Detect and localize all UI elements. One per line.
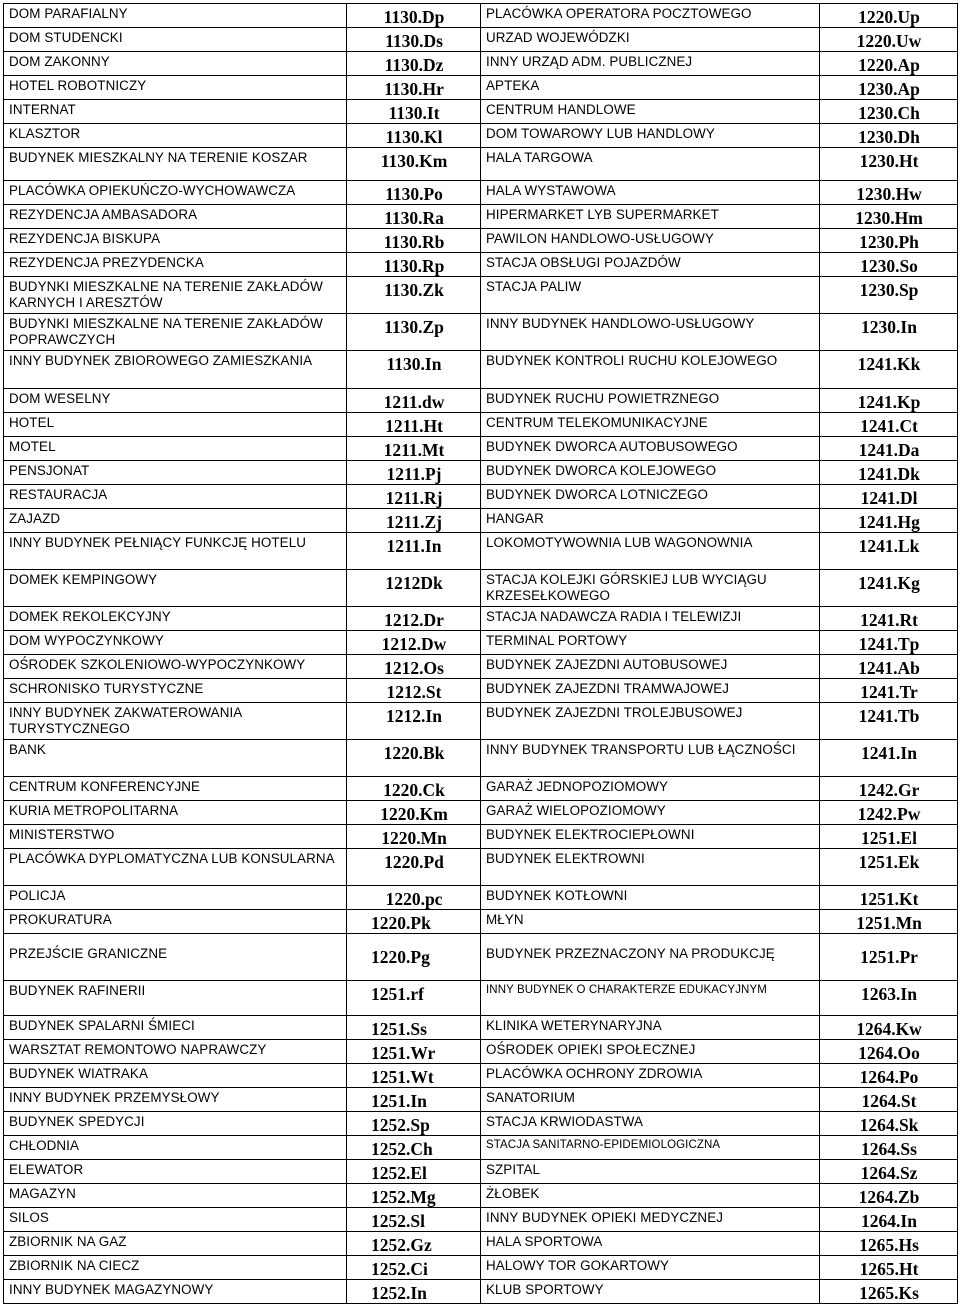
right-code-cell: 1264.Oo bbox=[820, 1040, 958, 1064]
table-row bbox=[4, 825, 958, 849]
table-row bbox=[4, 533, 958, 570]
left-code-cell: 1252.Sp bbox=[347, 1112, 481, 1136]
left-code-cell: 1212Dk bbox=[347, 570, 481, 607]
right-name-cell: BUDYNEK ZAJEZDNI AUTOBUSOWEJ bbox=[481, 655, 820, 679]
right-code-cell: 1265.Ht bbox=[820, 1256, 958, 1280]
left-name-cell: BUDYNKI MIESZKALNE NA TERENIE ZAKŁADÓW POPRAWCZYCH bbox=[4, 314, 347, 351]
left-code-cell: 1130.Dz bbox=[347, 52, 481, 76]
left-code-cell: 1130.Rb bbox=[347, 229, 481, 253]
right-name-cell: BUDYNEK PRZEZNACZONY NA PRODUKCJĘ bbox=[481, 934, 820, 981]
right-name-cell: SANATORIUM bbox=[481, 1088, 820, 1112]
left-name-cell: MOTEL bbox=[4, 437, 347, 461]
left-name-cell: CENTRUM KONFERENCYJNE bbox=[4, 777, 347, 801]
right-name-cell: BUDYNEK ZAJEZDNI TRAMWAJOWEJ bbox=[481, 679, 820, 703]
left-code-cell: 1252.In bbox=[347, 1280, 481, 1304]
right-code-cell: 1264.Sk bbox=[820, 1112, 958, 1136]
right-name-cell: STACJA OBSŁUGI POJAZDÓW bbox=[481, 253, 820, 277]
left-name-cell: REZYDENCJA BISKUPA bbox=[4, 229, 347, 253]
right-code-cell: 1251.Pr bbox=[820, 934, 958, 981]
right-code-cell: 1264.Kw bbox=[820, 1016, 958, 1040]
right-name-cell: INNY URZĄD ADM. PUBLICZNEJ bbox=[481, 52, 820, 76]
right-code-cell: 1264.Sz bbox=[820, 1160, 958, 1184]
left-code-cell: 1211.Zj bbox=[347, 509, 481, 533]
left-name-cell: BUDYNEK SPEDYCJI bbox=[4, 1112, 347, 1136]
left-code-cell: 1211.Pj bbox=[347, 461, 481, 485]
right-code-cell: 1220.Up bbox=[820, 4, 958, 28]
right-code-cell: 1241.Dk bbox=[820, 461, 958, 485]
left-name-cell: OŚRODEK SZKOLENIOWO-WYPOCZYNKOWY bbox=[4, 655, 347, 679]
right-code-cell: 1264.In bbox=[820, 1208, 958, 1232]
table-row bbox=[4, 1280, 958, 1304]
left-code-cell: 1252.Ci bbox=[347, 1256, 481, 1280]
right-code-cell: 1230.Ph bbox=[820, 229, 958, 253]
right-name-cell: BUDYNEK DWORCA LOTNICZEGO bbox=[481, 485, 820, 509]
left-name-cell: BUDYNEK SPALARNI ŚMIECI bbox=[4, 1016, 347, 1040]
table-row bbox=[4, 413, 958, 437]
table-row bbox=[4, 181, 958, 205]
table-row bbox=[4, 461, 958, 485]
right-name-cell: BUDYNEK ELEKTROWNI bbox=[481, 849, 820, 886]
left-code-cell: 1130.Ds bbox=[347, 28, 481, 52]
table-row bbox=[4, 52, 958, 76]
left-name-cell: PLACÓWKA OPIEKUŃCZO-WYCHOWAWCZA bbox=[4, 181, 347, 205]
right-code-cell: 1241.Hg bbox=[820, 509, 958, 533]
left-name-cell: INTERNAT bbox=[4, 100, 347, 124]
left-code-cell: 1130.Ra bbox=[347, 205, 481, 229]
left-name-cell: RESTAURACJA bbox=[4, 485, 347, 509]
left-name-cell: HOTEL bbox=[4, 413, 347, 437]
right-name-cell: INNY BUDYNEK O CHARAKTERZE EDUKACYJNYM bbox=[481, 981, 820, 1016]
left-name-cell: KURIA METROPOLITARNA bbox=[4, 801, 347, 825]
table-row bbox=[4, 277, 958, 314]
right-code-cell: 1241.Tb bbox=[820, 703, 958, 740]
right-name-cell: GARAŻ JEDNOPOZIOMOWY bbox=[481, 777, 820, 801]
right-name-cell: MŁYN bbox=[481, 910, 820, 934]
table-row bbox=[4, 740, 958, 777]
left-name-cell: SCHRONISKO TURYSTYCZNE bbox=[4, 679, 347, 703]
right-code-cell: 1264.Zb bbox=[820, 1184, 958, 1208]
table-row bbox=[4, 801, 958, 825]
left-code-cell: 1130.Dp bbox=[347, 4, 481, 28]
right-code-cell: 1263.In bbox=[820, 981, 958, 1016]
left-code-cell: 1220.Ck bbox=[347, 777, 481, 801]
right-name-cell: BUDYNEK KOTŁOWNI bbox=[481, 886, 820, 910]
right-name-cell: DOM TOWAROWY LUB HANDLOWY bbox=[481, 124, 820, 148]
right-name-cell: BUDYNEK DWORCA KOLEJOWEGO bbox=[481, 461, 820, 485]
table-row bbox=[4, 1136, 958, 1160]
left-code-cell: 1130.It bbox=[347, 100, 481, 124]
left-code-cell: 1251.Wt bbox=[347, 1064, 481, 1088]
right-name-cell: BUDYNEK RUCHU POWIETRZNEGO bbox=[481, 389, 820, 413]
right-name-cell: LOKOMOTYWOWNIA LUB WAGONOWNIA bbox=[481, 533, 820, 570]
left-name-cell: POLICJA bbox=[4, 886, 347, 910]
table-row bbox=[4, 703, 958, 740]
right-name-cell: APTEKA bbox=[481, 76, 820, 100]
left-code-cell: 1130.Kl bbox=[347, 124, 481, 148]
right-name-cell: PAWILON HANDLOWO-USŁUGOWY bbox=[481, 229, 820, 253]
right-name-cell: STACJA NADAWCZA RADIA I TELEWIZJI bbox=[481, 607, 820, 631]
right-code-cell: 1264.Po bbox=[820, 1064, 958, 1088]
right-code-cell: 1251.Ek bbox=[820, 849, 958, 886]
left-name-cell: DOM STUDENCKI bbox=[4, 28, 347, 52]
left-code-cell: 1252.Ch bbox=[347, 1136, 481, 1160]
right-code-cell: 1230.Dh bbox=[820, 124, 958, 148]
left-code-cell: 1212.Dw bbox=[347, 631, 481, 655]
left-code-cell: 1220.Mn bbox=[347, 825, 481, 849]
right-name-cell: KLUB SPORTOWY bbox=[481, 1280, 820, 1304]
left-name-cell: SILOS bbox=[4, 1208, 347, 1232]
left-name-cell: BUDYNEK WIATRAKA bbox=[4, 1064, 347, 1088]
table-row bbox=[4, 849, 958, 886]
right-code-cell: 1251.Mn bbox=[820, 910, 958, 934]
table-row bbox=[4, 4, 958, 28]
table-row bbox=[4, 100, 958, 124]
left-code-cell: 1211.Ht bbox=[347, 413, 481, 437]
left-code-cell: 1211.In bbox=[347, 533, 481, 570]
left-name-cell: INNY BUDYNEK MAGAZYNOWY bbox=[4, 1280, 347, 1304]
left-name-cell: DOM PARAFIALNY bbox=[4, 4, 347, 28]
table-row bbox=[4, 314, 958, 351]
left-code-cell: 1212.Os bbox=[347, 655, 481, 679]
left-code-cell: 1130.Zk bbox=[347, 277, 481, 314]
left-code-cell: 1211.Rj bbox=[347, 485, 481, 509]
left-code-cell: 1220.Km bbox=[347, 801, 481, 825]
left-name-cell: WARSZTAT REMONTOWO NAPRAWCZY bbox=[4, 1040, 347, 1064]
left-code-cell: 1212.Dr bbox=[347, 607, 481, 631]
right-code-cell: 1241.In bbox=[820, 740, 958, 777]
table-row bbox=[4, 679, 958, 703]
left-name-cell: PENSJONAT bbox=[4, 461, 347, 485]
left-code-cell: 1251.Ss bbox=[347, 1016, 481, 1040]
right-name-cell: HALA SPORTOWA bbox=[481, 1232, 820, 1256]
table-row bbox=[4, 1016, 958, 1040]
right-code-cell: 1220.Uw bbox=[820, 28, 958, 52]
table-row bbox=[4, 981, 958, 1016]
left-code-cell: 1220.Pg bbox=[347, 934, 481, 981]
table-row bbox=[4, 76, 958, 100]
right-code-cell: 1230.In bbox=[820, 314, 958, 351]
right-name-cell: INNY BUDYNEK TRANSPORTU LUB ŁĄCZNOŚCI bbox=[481, 740, 820, 777]
table-row bbox=[4, 389, 958, 413]
right-name-cell: HALOWY TOR GOKARTOWY bbox=[481, 1256, 820, 1280]
table-row bbox=[4, 1160, 958, 1184]
right-name-cell: INNY BUDYNEK HANDLOWO-USŁUGOWY bbox=[481, 314, 820, 351]
table-row bbox=[4, 509, 958, 533]
table-body bbox=[4, 4, 958, 1304]
right-name-cell: OŚRODEK OPIEKI SPOŁECZNEJ bbox=[481, 1040, 820, 1064]
right-code-cell: 1242.Gr bbox=[820, 777, 958, 801]
table-row bbox=[4, 607, 958, 631]
left-name-cell: ZAJAZD bbox=[4, 509, 347, 533]
left-name-cell: ZBIORNIK NA CIECZ bbox=[4, 1256, 347, 1280]
left-name-cell: PROKURATURA bbox=[4, 910, 347, 934]
left-name-cell: MAGAZYN bbox=[4, 1184, 347, 1208]
left-name-cell: BUDYNEK RAFINERII bbox=[4, 981, 347, 1016]
right-code-cell: 1241.Kg bbox=[820, 570, 958, 607]
left-code-cell: 1130.Km bbox=[347, 148, 481, 181]
right-name-cell: CENTRUM TELEKOMUNIKACYJNE bbox=[481, 413, 820, 437]
right-code-cell: 1220.Ap bbox=[820, 52, 958, 76]
table-row bbox=[4, 934, 958, 981]
left-name-cell: PRZEJŚCIE GRANICZNE bbox=[4, 934, 347, 981]
left-name-cell: INNY BUDYNEK PEŁNIĄCY FUNKCJĘ HOTELU bbox=[4, 533, 347, 570]
left-code-cell: 1220.Bk bbox=[347, 740, 481, 777]
right-name-cell: PLACÓWKA OPERATORA POCZTOWEGO bbox=[481, 4, 820, 28]
right-code-cell: 1230.Ap bbox=[820, 76, 958, 100]
left-name-cell: BUDYNKI MIESZKALNE NA TERENIE ZAKŁADÓW KARNYCH I ARESZTÓW bbox=[4, 277, 347, 314]
left-code-cell: 1252.Sl bbox=[347, 1208, 481, 1232]
right-code-cell: 1241.Tp bbox=[820, 631, 958, 655]
right-code-cell: 1264.St bbox=[820, 1088, 958, 1112]
left-name-cell: INNY BUDYNEK ZBIOROWEGO ZAMIESZKANIA bbox=[4, 351, 347, 389]
table-row bbox=[4, 148, 958, 181]
table-row bbox=[4, 485, 958, 509]
left-code-cell: 1211.Mt bbox=[347, 437, 481, 461]
table-row bbox=[4, 1088, 958, 1112]
right-code-cell: 1230.Sp bbox=[820, 277, 958, 314]
table-row bbox=[4, 351, 958, 389]
right-name-cell: SZPITAL bbox=[481, 1160, 820, 1184]
building-classification-table bbox=[3, 3, 958, 1304]
left-code-cell: 1220.Pk bbox=[347, 910, 481, 934]
right-code-cell: 1241.Tr bbox=[820, 679, 958, 703]
left-name-cell: DOM WYPOCZYNKOWY bbox=[4, 631, 347, 655]
left-code-cell: 1252.Mg bbox=[347, 1184, 481, 1208]
table-row bbox=[4, 1112, 958, 1136]
right-code-cell: 1264.Ss bbox=[820, 1136, 958, 1160]
left-code-cell: 1212.In bbox=[347, 703, 481, 740]
left-code-cell: 1130.Zp bbox=[347, 314, 481, 351]
left-code-cell: 1130.Hr bbox=[347, 76, 481, 100]
right-code-cell: 1241.Lk bbox=[820, 533, 958, 570]
table-row bbox=[4, 437, 958, 461]
right-name-cell: HANGAR bbox=[481, 509, 820, 533]
table-row bbox=[4, 1064, 958, 1088]
right-code-cell: 1265.Hs bbox=[820, 1232, 958, 1256]
left-name-cell: DOMEK REKOLEKCYJNY bbox=[4, 607, 347, 631]
right-name-cell: BUDYNEK ELEKTROCIEPŁOWNI bbox=[481, 825, 820, 849]
table-row bbox=[4, 1232, 958, 1256]
left-name-cell: CHŁODNIA bbox=[4, 1136, 347, 1160]
table-row bbox=[4, 886, 958, 910]
left-name-cell: PLACÓWKA DYPLOMATYCZNA LUB KONSULARNA bbox=[4, 849, 347, 886]
table-row bbox=[4, 229, 958, 253]
right-code-cell: 1230.So bbox=[820, 253, 958, 277]
left-name-cell: ELEWATOR bbox=[4, 1160, 347, 1184]
right-code-cell: 1251.Kt bbox=[820, 886, 958, 910]
table-row bbox=[4, 1184, 958, 1208]
right-name-cell: HALA TARGOWA bbox=[481, 148, 820, 181]
left-name-cell: HOTEL ROBOTNICZY bbox=[4, 76, 347, 100]
right-code-cell: 1230.Hm bbox=[820, 205, 958, 229]
right-code-cell: 1241.Dl bbox=[820, 485, 958, 509]
table-row bbox=[4, 205, 958, 229]
left-name-cell: REZYDENCJA PREZYDENCKA bbox=[4, 253, 347, 277]
table-row bbox=[4, 1208, 958, 1232]
right-code-cell: 1241.Da bbox=[820, 437, 958, 461]
right-name-cell: INNY BUDYNEK OPIEKI MEDYCZNEJ bbox=[481, 1208, 820, 1232]
right-name-cell: STACJA PALIW bbox=[481, 277, 820, 314]
table-row bbox=[4, 1256, 958, 1280]
right-name-cell: URZAD WOJEWÓDZKI bbox=[481, 28, 820, 52]
left-name-cell: BANK bbox=[4, 740, 347, 777]
left-name-cell: ZBIORNIK NA GAZ bbox=[4, 1232, 347, 1256]
right-code-cell: 1241.Kk bbox=[820, 351, 958, 389]
table-row bbox=[4, 1040, 958, 1064]
left-code-cell: 1220.Pd bbox=[347, 849, 481, 886]
left-name-cell: DOMEK KEMPINGOWY bbox=[4, 570, 347, 607]
table-row bbox=[4, 631, 958, 655]
left-name-cell: KLASZTOR bbox=[4, 124, 347, 148]
right-name-cell: CENTRUM HANDLOWE bbox=[481, 100, 820, 124]
left-code-cell: 1251.Wr bbox=[347, 1040, 481, 1064]
right-code-cell: 1241.Rt bbox=[820, 607, 958, 631]
right-code-cell: 1230.Hw bbox=[820, 181, 958, 205]
right-code-cell: 1230.Ht bbox=[820, 148, 958, 181]
left-code-cell: 1130.In bbox=[347, 351, 481, 389]
left-name-cell: REZYDENCJA AMBASADORA bbox=[4, 205, 347, 229]
left-code-cell: 1251.rf bbox=[347, 981, 481, 1016]
right-name-cell: HALA WYSTAWOWA bbox=[481, 181, 820, 205]
right-name-cell: ŻŁOBEK bbox=[481, 1184, 820, 1208]
left-name-cell: DOM ZAKONNY bbox=[4, 52, 347, 76]
left-name-cell: INNY BUDYNEK ZAKWATEROWANIA TURYSTYCZNEGO bbox=[4, 703, 347, 740]
left-name-cell: MINISTERSTWO bbox=[4, 825, 347, 849]
left-code-cell: 1211.dw bbox=[347, 389, 481, 413]
right-name-cell: BUDYNEK DWORCA AUTOBUSOWEGO bbox=[481, 437, 820, 461]
table-row bbox=[4, 28, 958, 52]
left-name-cell: DOM WESELNY bbox=[4, 389, 347, 413]
left-code-cell: 1212.St bbox=[347, 679, 481, 703]
right-code-cell: 1230.Ch bbox=[820, 100, 958, 124]
table-row bbox=[4, 655, 958, 679]
right-name-cell: BUDYNEK ZAJEZDNI TROLEJBUSOWEJ bbox=[481, 703, 820, 740]
right-name-cell: KLINIKA WETERYNARYJNA bbox=[481, 1016, 820, 1040]
right-name-cell: TERMINAL PORTOWY bbox=[481, 631, 820, 655]
right-name-cell: STACJA KOLEJKI GÓRSKIEJ LUB WYCIĄGU KRZESEŁKOWEGO bbox=[481, 570, 820, 607]
table-row bbox=[4, 777, 958, 801]
right-name-cell: STACJA KRWIODASTWA bbox=[481, 1112, 820, 1136]
left-code-cell: 1252.El bbox=[347, 1160, 481, 1184]
left-code-cell: 1130.Rp bbox=[347, 253, 481, 277]
left-code-cell: 1220.pc bbox=[347, 886, 481, 910]
table-row bbox=[4, 124, 958, 148]
left-code-cell: 1252.Gz bbox=[347, 1232, 481, 1256]
right-code-cell: 1241.Ct bbox=[820, 413, 958, 437]
table-row bbox=[4, 570, 958, 607]
left-code-cell: 1130.Po bbox=[347, 181, 481, 205]
right-name-cell: STACJA SANITARNO-EPIDEMIOLOGICZNA bbox=[481, 1136, 820, 1160]
left-name-cell: INNY BUDYNEK PRZEMYSŁOWY bbox=[4, 1088, 347, 1112]
table-row bbox=[4, 910, 958, 934]
table-row bbox=[4, 253, 958, 277]
right-name-cell: HIPERMARKET LYB SUPERMARKET bbox=[481, 205, 820, 229]
right-code-cell: 1241.Ab bbox=[820, 655, 958, 679]
right-code-cell: 1265.Ks bbox=[820, 1280, 958, 1304]
left-name-cell: BUDYNEK MIESZKALNY NA TERENIE KOSZAR bbox=[4, 148, 347, 181]
right-code-cell: 1251.El bbox=[820, 825, 958, 849]
right-name-cell: BUDYNEK KONTROLI RUCHU KOLEJOWEGO bbox=[481, 351, 820, 389]
right-name-cell: PLACÓWKA OCHRONY ZDROWIA bbox=[481, 1064, 820, 1088]
right-name-cell: GARAŻ WIELOPOZIOMOWY bbox=[481, 801, 820, 825]
right-code-cell: 1241.Kp bbox=[820, 389, 958, 413]
left-code-cell: 1251.In bbox=[347, 1088, 481, 1112]
right-code-cell: 1242.Pw bbox=[820, 801, 958, 825]
